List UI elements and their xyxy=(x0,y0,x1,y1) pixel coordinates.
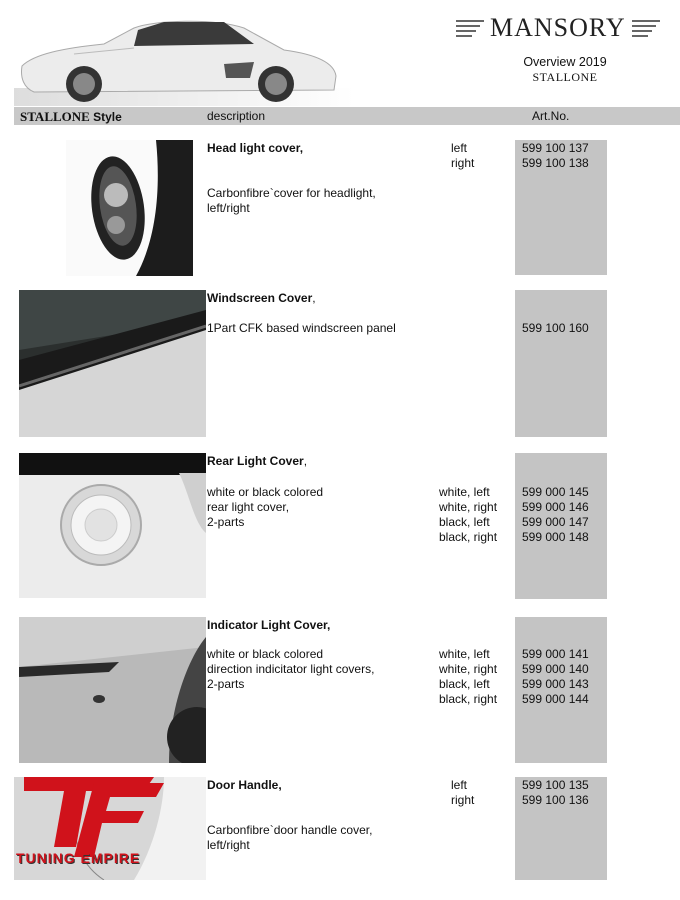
row5-desc-line: Carbonfibre`door handle cover, xyxy=(207,823,373,837)
row5-position: left xyxy=(451,778,468,792)
row4-desc-line: direction indicitator light covers, xyxy=(207,662,375,676)
row4-desc-line: 2-parts xyxy=(207,677,245,691)
row1-title xyxy=(207,141,303,156)
row5-description xyxy=(207,823,372,853)
column-header-artno: Art.No. xyxy=(532,109,570,123)
row3-artno: 599 000 146 xyxy=(522,500,589,514)
row3-position: white, left xyxy=(439,485,490,499)
row3-position: white, right xyxy=(439,500,498,514)
row1-artno: 599 100 137 xyxy=(522,141,589,155)
row2-desc-line: 1Part CFK based windscreen panel xyxy=(207,321,396,335)
row4-desc-line: white or black colored xyxy=(207,647,324,661)
row3-artno: 599 000 148 xyxy=(522,530,589,544)
row1-description xyxy=(207,186,376,216)
row3-desc-line: 2-parts xyxy=(207,515,245,529)
row1-position: right xyxy=(451,156,475,170)
row2-title xyxy=(207,291,316,306)
row3-description xyxy=(207,485,323,530)
band-title-model: STALLONE xyxy=(20,109,90,124)
headlight-cover-image xyxy=(66,140,193,276)
row4-positions xyxy=(439,647,497,707)
mansory-logo xyxy=(456,14,666,42)
band-title-style: Style xyxy=(93,110,122,124)
overview-year: Overview 2019 xyxy=(523,55,607,69)
car-hero-image xyxy=(14,14,354,106)
row1-artnos xyxy=(522,141,589,171)
row3-position: black, right xyxy=(439,530,498,544)
row5-artno: 599 100 136 xyxy=(522,793,589,807)
row1-position: left xyxy=(451,141,468,155)
row2-description xyxy=(207,321,396,336)
row5-desc-line: left/right xyxy=(207,838,250,852)
row1-title-bold: Head light cover, xyxy=(207,141,304,155)
row4-position: white, left xyxy=(439,647,490,661)
row4-artno: 599 000 143 xyxy=(522,677,589,691)
row1-positions xyxy=(451,141,474,171)
row2-artno-box xyxy=(515,290,607,437)
row5-title-bold: Door Handle, xyxy=(207,778,282,792)
row4-position: white, right xyxy=(439,662,498,676)
row3-title-bold: Rear Light Cover xyxy=(207,454,304,468)
windscreen-cover-image xyxy=(19,290,206,437)
indicator-light-cover-image xyxy=(19,617,206,763)
tuning-empire-watermark: TUNING EMPIRE xyxy=(16,850,141,866)
row4-artnos xyxy=(522,647,589,707)
row4-artno: 599 000 141 xyxy=(522,647,589,661)
row3-title-plain: , xyxy=(303,454,308,468)
row3-position: black, left xyxy=(439,515,490,529)
row3-artnos xyxy=(522,485,589,545)
row1-desc-line: left/right xyxy=(207,201,250,215)
row5-title xyxy=(207,778,282,793)
band-title xyxy=(20,109,122,125)
row2-artnos xyxy=(522,321,589,336)
row1-desc-line: Carbonfibre`cover for headlight, xyxy=(207,186,376,200)
model-name: STALLONE xyxy=(532,70,598,84)
row3-title xyxy=(207,454,307,469)
rear-light-cover-image xyxy=(19,453,206,598)
row5-position: right xyxy=(451,793,475,807)
row3-artno: 599 000 147 xyxy=(522,515,589,529)
row2-title-plain: , xyxy=(312,291,316,305)
logo-lines-left xyxy=(456,20,484,37)
row4-artno: 599 000 140 xyxy=(522,662,589,676)
logo-lines-right xyxy=(632,20,660,37)
row3-artno: 599 000 145 xyxy=(522,485,589,499)
row4-title xyxy=(207,618,330,633)
row3-desc-line: rear light cover, xyxy=(207,500,290,514)
row4-description xyxy=(207,647,374,692)
row2-title-bold: Windscreen Cover xyxy=(207,291,313,305)
row4-artno: 599 000 144 xyxy=(522,692,589,706)
row4-position: black, left xyxy=(439,677,490,691)
row5-artnos xyxy=(522,778,589,808)
row3-positions xyxy=(439,485,497,545)
row3-desc-line: white or black colored xyxy=(207,485,324,499)
row5-artno: 599 100 135 xyxy=(522,778,589,792)
row2-artno: 599 100 160 xyxy=(522,321,589,335)
row5-positions xyxy=(451,778,474,808)
column-header-description: description xyxy=(207,109,266,123)
logo-wordmark: MANSORY xyxy=(490,13,626,42)
row4-title-bold: Indicator Light Cover, xyxy=(207,618,331,632)
row1-artno: 599 100 138 xyxy=(522,156,589,170)
row4-position: black, right xyxy=(439,692,498,706)
